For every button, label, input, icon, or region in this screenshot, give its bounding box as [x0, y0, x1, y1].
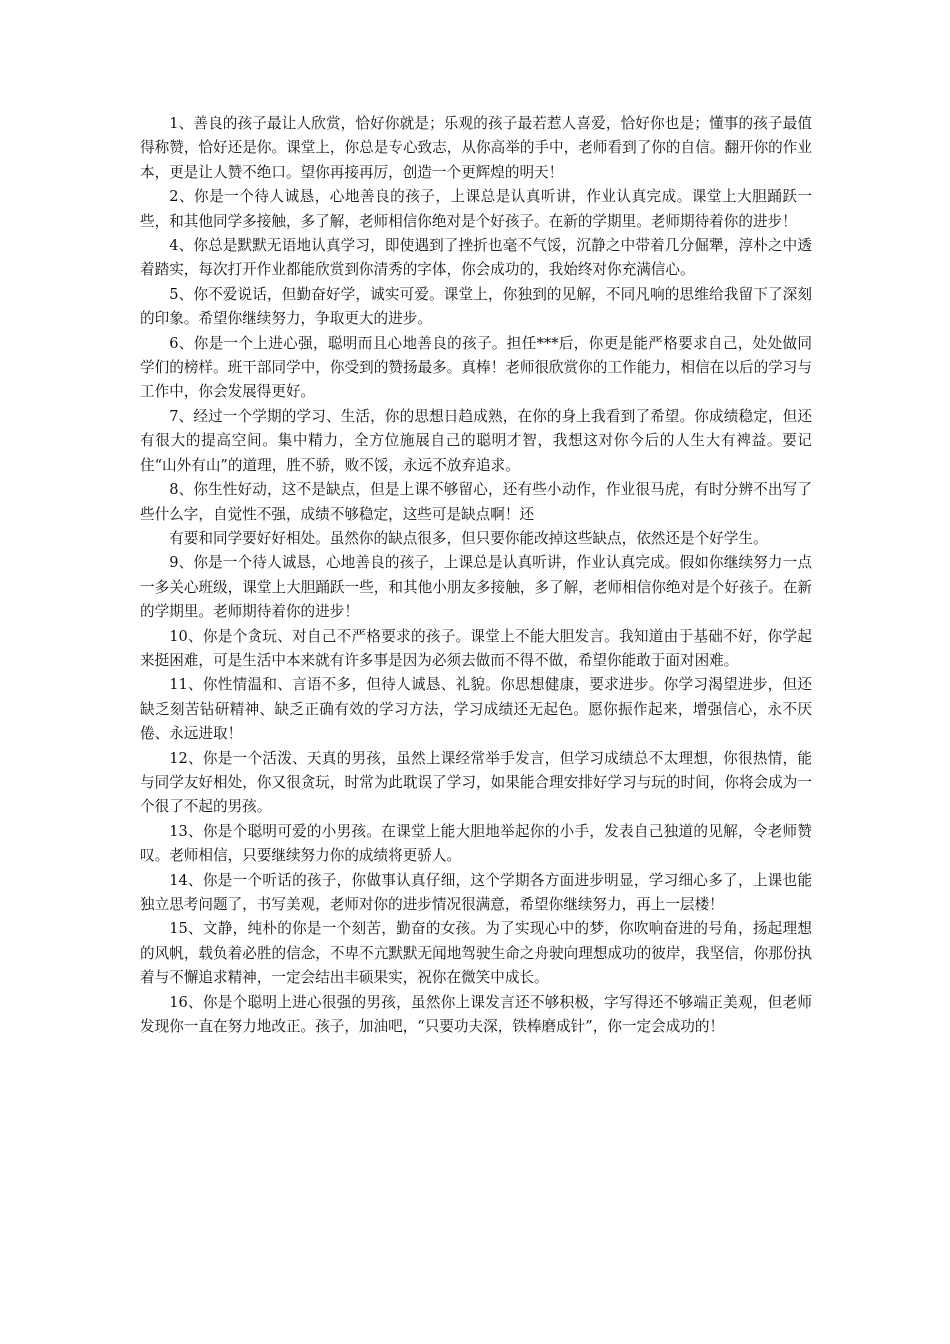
comment-paragraph-6: 6、你是一个上进心强，聪明而且心地善良的孩子。担任***后，你更是能严格要求自己，处处做同学们的榜样。班干部同学中，你受到的赞扬最多。真棒！老师很欣赏你的工作能力，相信在以后的学习与工作中，你会发展得更好。: [140, 334, 812, 401]
comment-paragraph-2: 2、你是一个待人诚恳，心地善良的孩子，上课总是认真听讲，作业认真完成。课堂上大胆踊跃一些，和其他同学多接触，多了解，老师相信你绝对是个好孩子。在新的学期里。老师期待着你的进步！: [140, 188, 812, 230]
comment-paragraph-14: 14、你是一个听话的孩子，你做事认真仔细，这个学期各方面进步明显，学习细心多了，上课也能独立思考问题了，书写美观，老师对你的进步情况很满意，希望你继续努力，再上一层楼！: [140, 871, 812, 913]
comment-paragraph-7: 7、经过一个学期的学习、生活，你的思想日趋成熟，在你的身上我看到了希望。你成绩稳定，但还有很大的提高空间。集中精力，全方位施展自己的聪明才智，我想这对你今后的人生大有裨益。要记住“山外有山”的道理，胜不骄，败不馁，永远不放弃追求。: [140, 407, 812, 474]
comment-paragraph-8-continued: 有要和同学要好好相处。虽然你的缺点很多，但只要你能改掉这些缺点，依然还是个好学生。: [169, 529, 768, 547]
comment-paragraph-13: 13、你是个聪明可爱的小男孩。在课堂上能大胆地举起你的小手，发表自己独道的见解，令老师赞叹。老师相信，只要继续努力你的成绩将更骄人。: [140, 822, 812, 865]
comment-paragraph-9: 9、你是一个待人诚恳，心地善良的孩子，上课总是认真听讲，作业认真完成。假如你继续努力一点一多关心班级，课堂上大胆踊跃一些，和其他小朋友多接触，多了解，老师相信你绝对是个好孩子。在新的学期里。老师期待着你的进步！: [140, 554, 812, 621]
document-body: [140, 112, 812, 1039]
comment-paragraph-5: 5、你不爱说话，但勤奋好学，诚实可爱。课堂上，你独到的见解，不同凡响的思维给我留下了深刻的印象。希望你继续努力，争取更大的进步。: [140, 285, 812, 328]
comment-paragraph-15: 15、文静，纯朴的你是一个刻苦，勤奋的女孩。为了实现心中的梦，你吹响奋进的号角，扬起理想的风帆，载负着必胜的信念，不卑不亢默默无闻地驾驶生命之舟驶向理想成功的彼岸，我坚信，你那份执着与不懈追求精神，一定会结出丰硕果实，祝你在微笑中成长。: [140, 920, 812, 987]
comment-paragraph-1: 1、善良的孩子最让人欣赏，恰好你就是；乐观的孩子最若惹人喜爱，恰好你也是；懂事的孩子最值得称赞，恰好还是你。课堂上，你总是专心致志，从你高举的手中，老师看到了你的自信。翻开你的作业本，更是让人赞不绝口。望你再接再厉，创造一个更辉煌的明天！: [140, 115, 812, 181]
comment-paragraph-4: 4、你总是默默无语地认真学习，即使遇到了挫折也毫不气馁，沉静之中带着几分倔犟，淳朴之中透着踏实，每次打开作业都能欣赏到你清秀的字体，你会成功的，我始终对你充满信心。: [140, 237, 812, 279]
comment-paragraph-10: 10、你是个贪玩、对自己不严格要求的孩子。课堂上不能大胆发言。我知道由于基础不好，你学起来挺困难，可是生活中本来就有许多事是因为必须去做而不得不做，希望你能敢于面对困难。: [140, 627, 812, 669]
comment-paragraph-11: 11、你性情温和、言语不多，但待人诚恳、礼貌。你思想健康，要求进步。你学习渴望进步，但还缺乏刻苦钻研精神、缺乏正确有效的学习方法，学习成绩还无起色。愿你振作起来，增强信心，永不厌倦、永远进取！: [140, 676, 812, 743]
comment-paragraph-8: 8、你生性好动，这不是缺点，但是上课不够留心，还有些小动作，作业很马虎，有时分辨不出写了些什么字，自觉性不强，成绩不够稳定，这些可是缺点啊！还: [140, 481, 812, 523]
comment-paragraph-16: 16、你是个聪明上进心很强的男孩，虽然你上课发言还不够积极，字写得还不够端正美观，但老师发现你一直在努力地改正。孩子，加油吧，“只要功夫深，铁棒磨成针”，你一定会成功的！: [140, 993, 812, 1036]
comment-paragraph-12: 12、你是一个活泼、天真的男孩，虽然上课经常举手发言，但学习成绩总不太理想，你很热情，能与同学友好相处，你又很贪玩，时常为此耽误了学习，如果能合理安排好学习与玩的时间，你将会成为一个很了不起的男孩。: [140, 749, 812, 816]
